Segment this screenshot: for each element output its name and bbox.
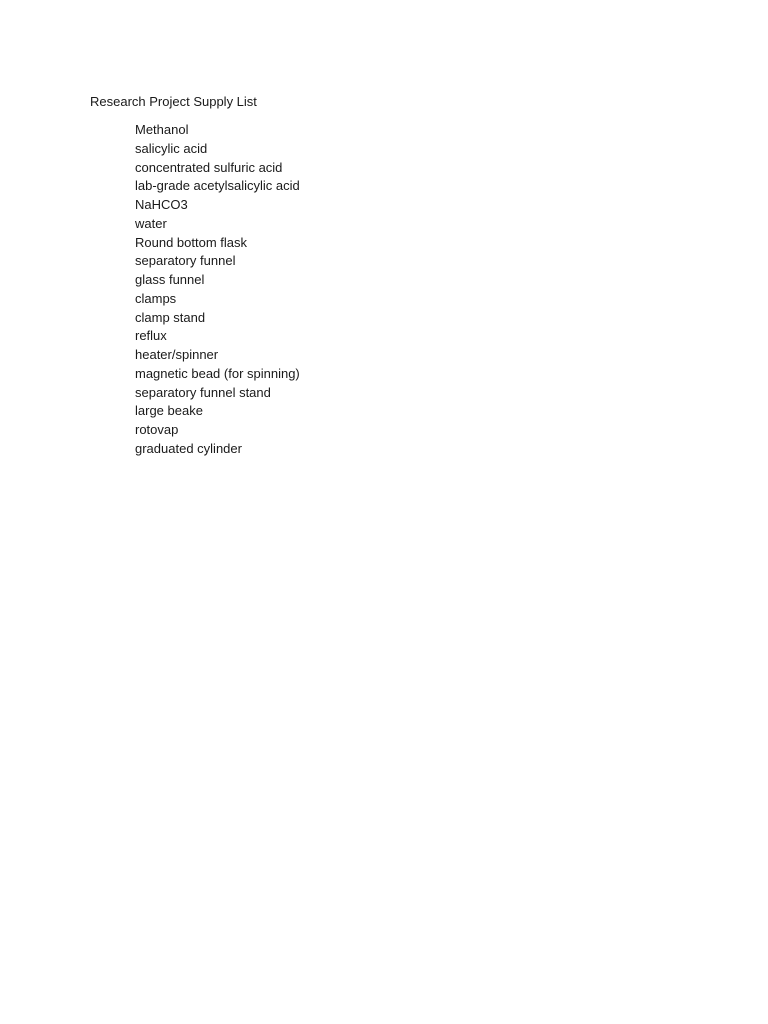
list-item-text: water [135,215,167,231]
list-item-text: lab-grade acetylsalicylic acid [135,178,300,194]
document-title: Research Project Supply List [90,94,257,109]
list-item-text: rotovap [135,422,179,437]
list-item-text: reflux [135,328,167,344]
list-item-text: Methanol [135,122,189,137]
list-item-text: salicylic acid [135,140,208,156]
list-item-text: clamp stand [135,309,206,325]
list-item-text: heater/spinner [135,347,219,362]
list-item-text: NaHCO3 [135,197,188,212]
list-item-text: magnetic bead (for spinning) [135,365,300,381]
list-item-text: clamps [135,290,177,306]
list-item-text: Round bottom flask [135,234,248,250]
list-item-text: large beake [135,403,203,419]
list-item-text: graduated cylinder [135,440,242,456]
list-item-text: separatory funnel stand [135,384,271,400]
list-item-text: concentrated sulfuric acid [135,159,283,175]
list-item-text: separatory funnel [135,253,236,269]
list-item-text: glass funnel [135,272,205,287]
